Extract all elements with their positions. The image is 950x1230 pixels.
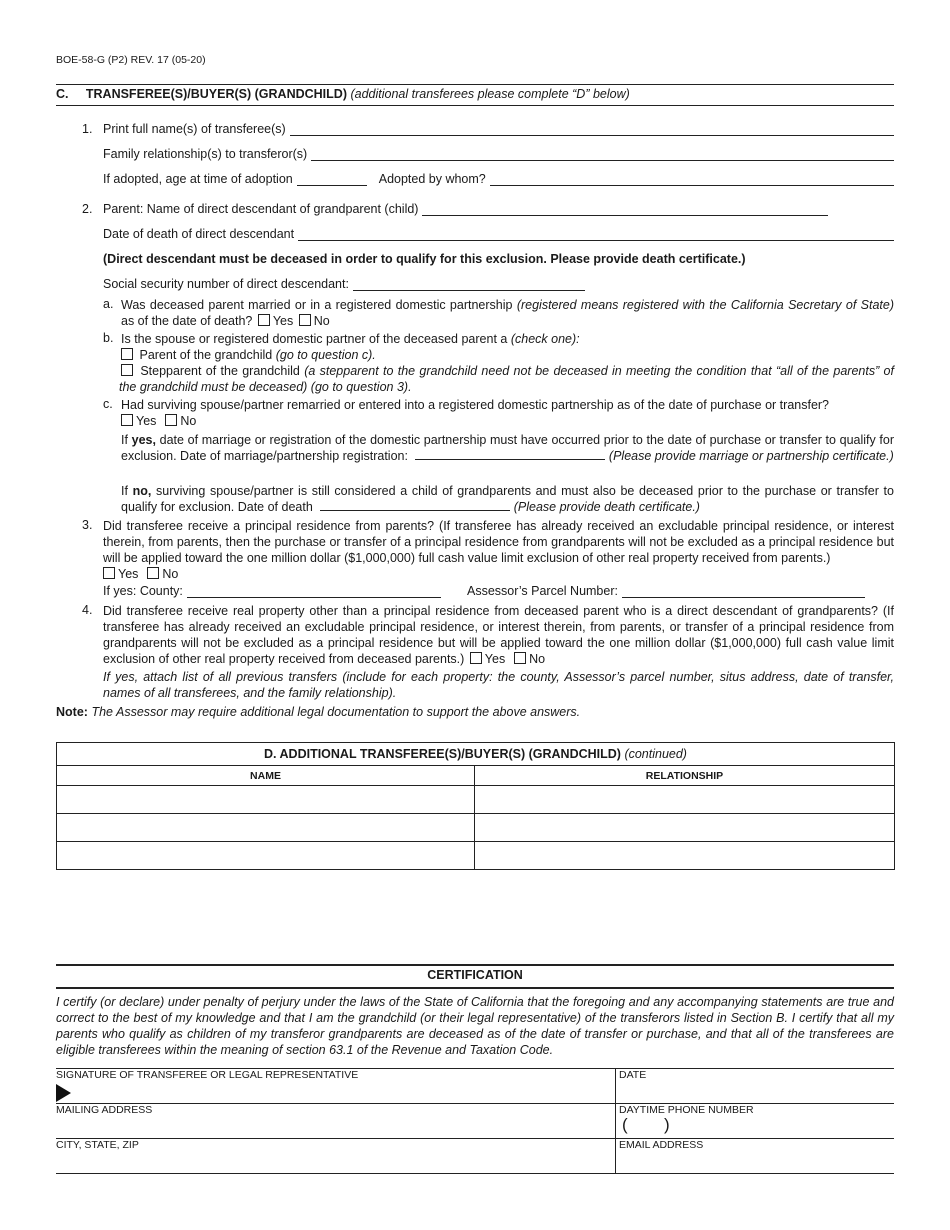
col-name-header: NAME: [57, 766, 475, 785]
marriage-date-field[interactable]: [415, 448, 605, 460]
q2-parent-row: [103, 202, 828, 216]
q3-no-checkbox[interactable]: [147, 567, 159, 579]
q4-yes-checkbox[interactable]: [470, 652, 482, 664]
q3-yes-checkbox[interactable]: [103, 567, 115, 579]
name-cell[interactable]: [57, 786, 475, 813]
date-field[interactable]: [616, 1069, 894, 1103]
q1-adopted-row: [103, 172, 894, 186]
section-d-table: [56, 742, 895, 870]
section-c-title: TRANSFEREE(S)/BUYER(S) (GRANDCHILD): [85, 87, 347, 101]
q2b-stepparent-checkbox[interactable]: [121, 364, 133, 376]
adopted-by-field[interactable]: [490, 172, 894, 186]
q2b-text: [121, 331, 894, 347]
section-c-heading: [56, 87, 630, 101]
q2a-no-label: No: [313, 314, 330, 328]
mailing-address-field[interactable]: [56, 1104, 616, 1138]
q2b-stepparent-label: Stepparent of the grandchild: [140, 364, 300, 378]
q3-apn-label: Assessor’s Parcel Number:: [467, 584, 618, 598]
spouse-death-date-field[interactable]: [320, 499, 510, 511]
city-label: CITY, STATE, ZIP: [56, 1139, 139, 1151]
adoption-age-field[interactable]: [297, 172, 367, 186]
city-state-zip-field[interactable]: [56, 1139, 616, 1173]
q3-apn-row: [467, 584, 865, 598]
phone-paren-close: ): [664, 1115, 670, 1134]
q2a-text: [121, 297, 894, 329]
q2-ssn-row: [103, 277, 585, 291]
table-row: [57, 786, 894, 814]
q2c-no-checkbox[interactable]: [165, 414, 177, 426]
q2a-question: Was deceased parent married or in a registered domestic partnership: [121, 298, 513, 312]
signature-row: [56, 1068, 894, 1103]
q2a-italic: (registered means registered with the California Secretary of State): [516, 298, 894, 312]
relationship-cell[interactable]: [475, 842, 894, 869]
q4-text-block: [103, 603, 894, 667]
q2a-yes-label: Yes: [272, 314, 294, 328]
q2b-italic: (check one):: [510, 332, 580, 346]
family-relationship-field[interactable]: [311, 147, 894, 161]
q2-parent-label: Parent: Name of direct descendant of grandparent (child): [103, 202, 419, 216]
section-d-title: D. ADDITIONAL TRANSFEREE(S)/BUYER(S) (GRANDCHILD): [264, 747, 621, 761]
section-d-columns: [57, 766, 894, 786]
note-text: The Assessor may require additional legal documentation to support the above answers.: [91, 705, 581, 719]
divider-section-c: [56, 105, 894, 106]
q2b-stepparent-italic: (a stepparent to the grandchild need not be deceased in meeting the condition that “all of the parents” of the grandchild must be deceased) (go to question 3).: [119, 364, 894, 394]
county-field[interactable]: [187, 584, 441, 598]
q4-yes-label: Yes: [484, 652, 506, 666]
divider-certification-top: [56, 964, 894, 966]
form-id: BOE-58-G (P2) REV. 17 (05-20): [56, 54, 206, 66]
q2c-no-text: surviving spouse/partner is still considered a child of grandparents and must also be deceased prior to the purchase or transfer to qualify for exclusion. Date of death: [121, 484, 894, 514]
parcel-number-field[interactable]: [622, 584, 865, 598]
q3-yes-label: Yes: [118, 567, 139, 581]
q2c-no-italic: (Please provide death certificate.): [513, 500, 700, 514]
q2c-yes-no: [119, 413, 894, 429]
q2-death-date-label: Date of death of direct descendant: [103, 227, 295, 241]
q3-number: 3.: [82, 518, 93, 532]
relationship-cell[interactable]: [475, 814, 894, 841]
q4-no-checkbox[interactable]: [514, 652, 526, 664]
q2a-no-checkbox[interactable]: [299, 314, 311, 326]
q2-death-row: [103, 227, 894, 241]
q2c-yes-label: Yes: [136, 414, 157, 428]
q4-italic-note: [103, 669, 894, 701]
q3-text: Did transferee receive a principal residence from parents? (If transferee has already received an excludable principal residence, or interest therein, from parents, then the purchase or transfer of a principal residence from grandparents will not be excluded as a principal residence but will be applied toward the one million dollar ($1,000,000) full cash value limit exclusion of other real property received from parents.): [103, 519, 894, 565]
q2c-yes-text: date of marriage or registration of the domestic partnership must have occurred prior to the date of purchase or transfer to qualify for exclusion. Date of marriage/partnership registration:: [121, 433, 894, 463]
address-row: [56, 1103, 894, 1138]
q2b-option-parent: [119, 347, 894, 363]
signature-grid: [56, 1068, 894, 1174]
q2b-parent-label: Parent of the grandchild: [139, 348, 273, 362]
q1-full-name-row: [103, 122, 894, 136]
phone-field[interactable]: [616, 1104, 894, 1138]
mailing-label: MAILING ADDRESS: [56, 1104, 153, 1116]
section-c-note: (additional transferees please complete “D” below): [350, 87, 630, 101]
certification-title: CERTIFICATION: [427, 968, 523, 982]
q2c-no-label: No: [180, 414, 197, 428]
signature-field[interactable]: [56, 1069, 616, 1103]
name-cell[interactable]: [57, 814, 475, 841]
col-relationship-header: RELATIONSHIP: [645, 769, 724, 782]
q1-family-row: [103, 147, 894, 161]
signature-arrow-icon: [56, 1084, 71, 1102]
q3-yes-no: [101, 566, 894, 582]
q4-no-label: No: [529, 652, 546, 666]
q1-adopted-age-label: If adopted, age at time of adoption: [103, 172, 293, 186]
q2b-question: Is the spouse or registered domestic partner of the deceased parent a: [121, 332, 508, 346]
table-row: [57, 814, 894, 842]
q2a-letter: a.: [103, 297, 114, 311]
q3-no-label: No: [162, 567, 179, 581]
q2-number: 2.: [82, 202, 93, 216]
certification-text: I certify (or declare) under penalty of perjury under the laws of the State of California that the foregoing and any accompanying statements are true and correct to the best of my knowledge and that I am the grandchild (or their legal representative) of the transferors listed in Section B. I certify that all my parents who qualify as children of my transferor grandparents are deceased as of the date of transfer or purchase, and that all of the transferees are eligible transferees within the meaning of section 63.1 of the Revenue and Taxation Code.: [56, 995, 894, 1057]
q2b-parent-italic: (go to question c).: [275, 348, 376, 362]
q4-text: Did transferee receive real property other than a principal residence from deceased parent who is a direct descendant of grandparents? (If transferee has already received an excludable principal residence, or interest therein, from parents, or transfer of a principal residence from grandparents will not be excluded as a principal residence but will be applied toward the one million dollar ($1,000,000) full cash value limit exclusion of other real property received from deceased parents.): [103, 604, 894, 666]
note-line: [56, 704, 894, 720]
q4-number: 4.: [82, 603, 93, 617]
date-label: DATE: [619, 1069, 647, 1081]
section-c-letter: C.: [56, 87, 69, 101]
q2-ssn-label: Social security number of direct descendant:: [103, 277, 349, 291]
q2c-yes-bold: yes,: [131, 433, 156, 447]
q2a-yes-checkbox[interactable]: [258, 314, 270, 326]
q3-county-row: [103, 584, 441, 598]
transferee-name-field[interactable]: [290, 122, 894, 136]
q2c-yes-checkbox[interactable]: [121, 414, 133, 426]
q2c-if-label: If: [121, 433, 128, 447]
divider-certification-bottom: [56, 987, 894, 989]
q2b-option-stepparent: [119, 363, 894, 395]
q3-county-label: If yes: County:: [103, 584, 183, 598]
email-field[interactable]: [616, 1139, 894, 1173]
q2c-letter: c.: [103, 397, 113, 411]
q2a-question-end: as of the date of death?: [121, 314, 253, 328]
q4-note-text: If yes, attach list of all previous transfers (include for each property: the county, Assessor’s parcel number, situs address, date of transfer, names of all transferees, and the family relationship).: [103, 670, 894, 700]
section-d-note: (continued): [624, 747, 687, 761]
name-cell[interactable]: [57, 842, 475, 869]
q1-adopted-by-label: Adopted by whom?: [378, 172, 486, 186]
relationship-cell[interactable]: [475, 786, 894, 813]
email-label: EMAIL ADDRESS: [619, 1139, 704, 1151]
section-d-heading: [57, 743, 894, 766]
q2c-if-no-label: If: [121, 484, 128, 498]
q2c-question: Had surviving spouse/partner remarried or entered into a registered domestic partnership as of the date of purchase or transfer?: [121, 398, 830, 412]
phone-paren-open: (: [622, 1115, 628, 1134]
q2c-if-no: [121, 483, 894, 515]
q2c-yes-italic: (Please provide marriage or partnership certificate.): [608, 449, 894, 463]
q2b-letter: b.: [103, 331, 114, 345]
q1-full-name-label: Print full name(s) of transferee(s): [103, 122, 286, 136]
q1-family-label: Family relationship(s) to transferor(s): [103, 147, 308, 161]
signature-label: SIGNATURE OF TRANSFEREE OR LEGAL REPRESENTATIVE: [56, 1069, 359, 1081]
note-label: Note:: [56, 705, 88, 719]
phone-label: DAYTIME PHONE NUMBER: [619, 1104, 754, 1116]
q1-number: 1.: [82, 122, 93, 136]
table-row: [57, 842, 894, 869]
q2-bold-note: (Direct descendant must be deceased in order to qualify for this exclusion. Please provide death certificate.): [103, 252, 746, 266]
city-row: [56, 1138, 894, 1174]
ssn-field[interactable]: [353, 277, 585, 291]
q2c-no-bold: no,: [132, 484, 152, 498]
direct-descendant-name-field[interactable]: [422, 202, 828, 216]
q2b-parent-checkbox[interactable]: [121, 348, 133, 360]
q2c-if-yes: [121, 432, 894, 464]
death-date-field[interactable]: [298, 227, 894, 241]
divider-top: [56, 84, 894, 85]
